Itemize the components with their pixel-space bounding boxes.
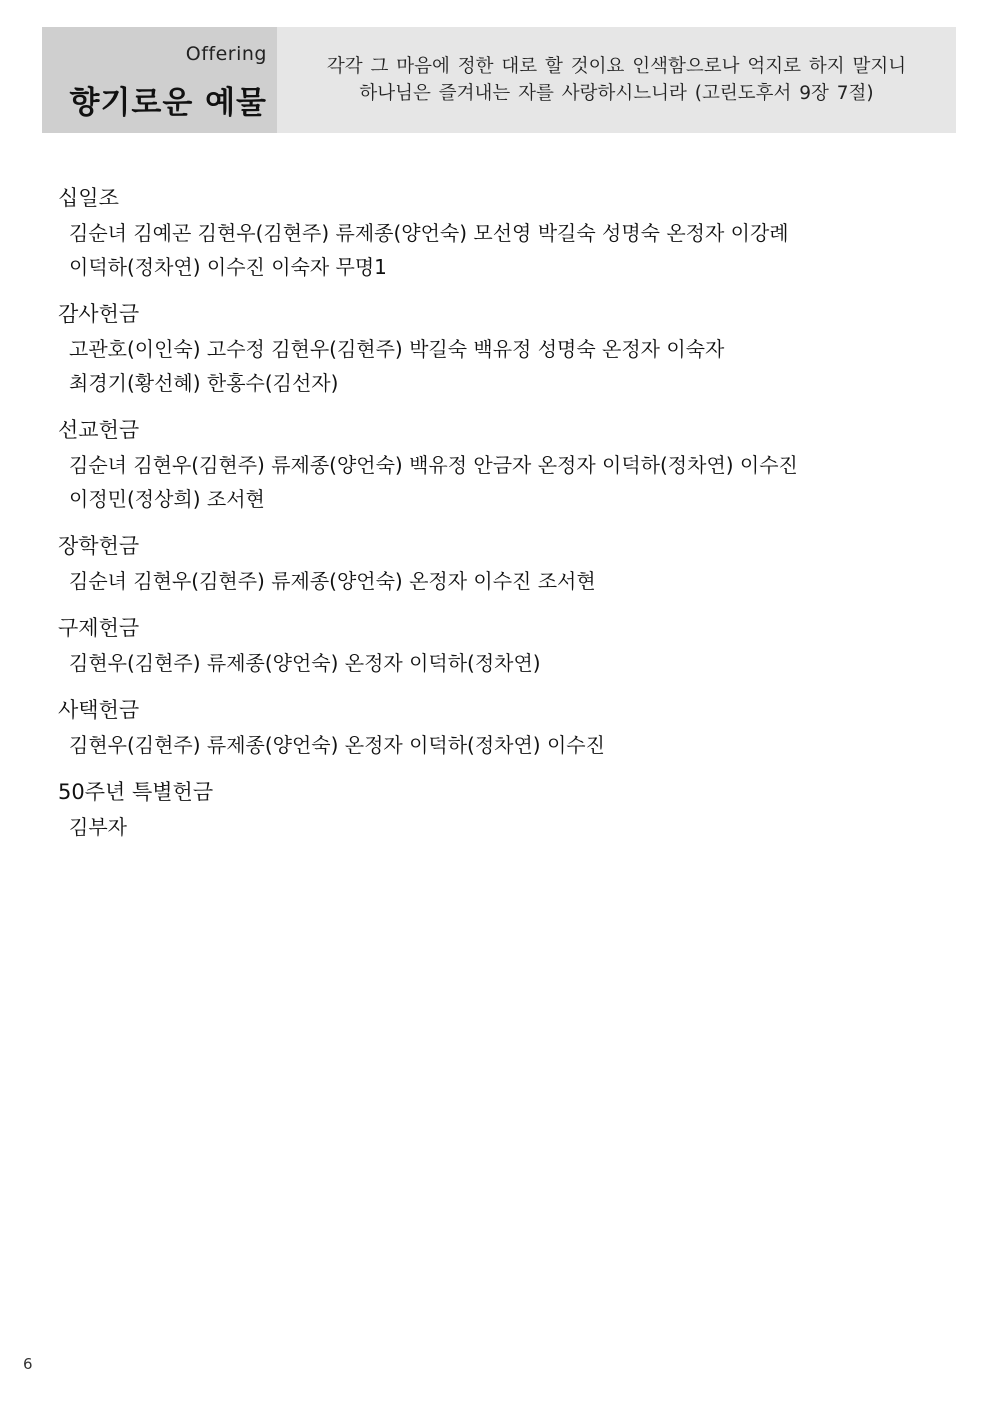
verse-line-1: 각각 그 마음에 정한 대로 할 것이요 인색함으로나 억지로 하지 말지니 <box>326 56 907 77</box>
donor-line: 김순녀 김현우(김현주) 류제종(양언숙) 백유정 안금자 온정자 이덕하(정차연) 이수진 <box>69 453 798 477</box>
offering-header <box>42 27 956 133</box>
section-heading: 사택헌금 <box>58 698 140 722</box>
section-heading: 장학헌금 <box>58 534 140 558</box>
verse-line-2: 하나님은 즐겨내는 자를 사랑하시느니라 (고린도후서 9장 7절) <box>359 83 874 104</box>
page-number: 6 <box>23 1355 33 1373</box>
section-scholarship <box>58 528 938 598</box>
donor-line: 최경기(황선혜) 한홍수(김선자) <box>69 371 339 395</box>
section-relief <box>58 610 938 680</box>
section-tithe <box>58 180 938 284</box>
donor-line: 김순녀 김현우(김현주) 류제종(양언숙) 온정자 이수진 조서현 <box>69 569 596 593</box>
donor-line: 김순녀 김예곤 김현우(김현주) 류제종(양언숙) 모선영 박길숙 성명숙 온정자 이강례 <box>69 221 789 245</box>
donor-line: 이덕하(정차연) 이수진 이숙자 무명1 <box>69 255 387 279</box>
header-title-block <box>42 27 277 133</box>
donor-line: 김현우(김현주) 류제종(양언숙) 온정자 이덕하(정차연) <box>69 651 541 675</box>
header-title: 향기로운 예물 <box>69 85 267 121</box>
donor-line: 고관호(이인숙) 고수정 김현우(김현주) 박길숙 백유정 성명숙 온정자 이숙자 <box>69 337 725 361</box>
donor-line: 김현우(김현주) 류제종(양언숙) 온정자 이덕하(정차연) 이수진 <box>69 733 605 757</box>
section-parsonage <box>58 692 938 762</box>
bible-verse <box>277 27 956 133</box>
section-heading: 선교헌금 <box>58 418 140 442</box>
donor-line: 이정민(정상희) 조서현 <box>69 487 265 511</box>
section-mission <box>58 412 938 516</box>
section-thanksgiving <box>58 296 938 400</box>
offering-list <box>58 180 938 856</box>
section-heading: 구제헌금 <box>58 616 140 640</box>
donor-line: 김부자 <box>69 815 127 839</box>
section-heading: 감사헌금 <box>58 302 140 326</box>
section-heading: 50주년 특별헌금 <box>58 780 214 804</box>
section-heading: 십일조 <box>58 186 119 210</box>
header-subtitle: Offering <box>185 43 267 65</box>
section-50th-anniversary <box>58 774 938 844</box>
